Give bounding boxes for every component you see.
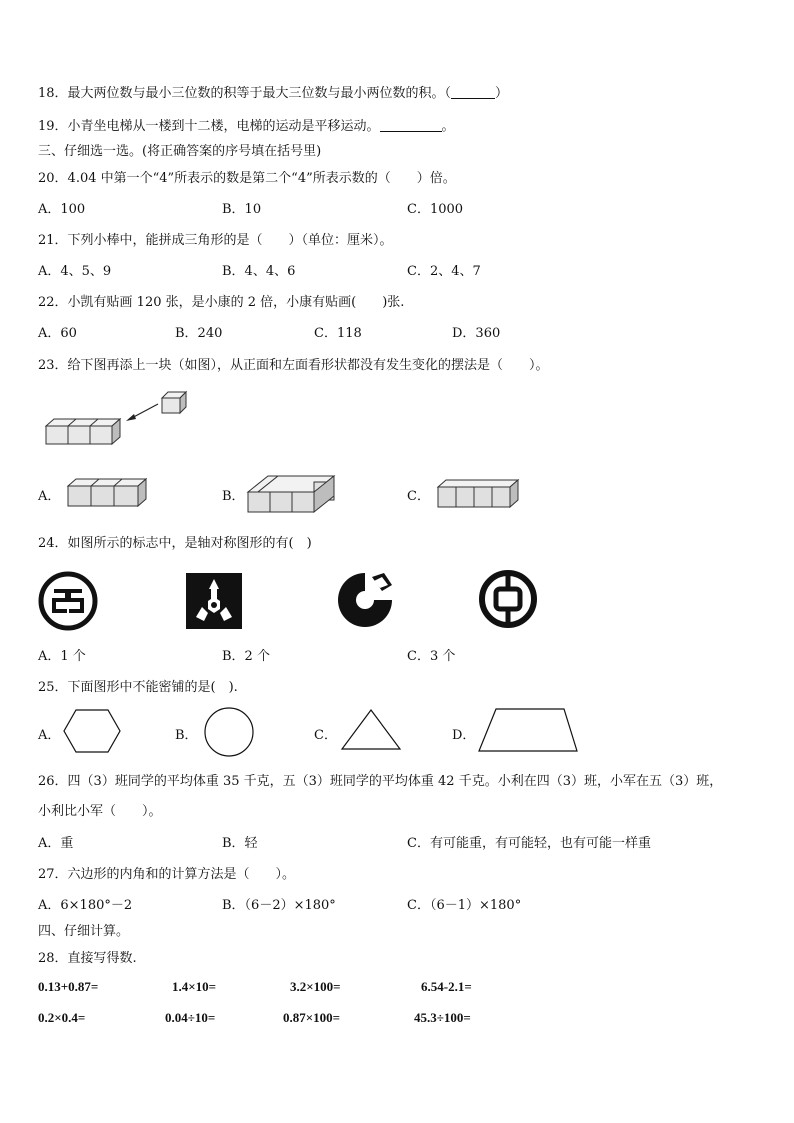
q26-option-a[interactable]: A．重 [38, 836, 74, 851]
q20-option-a[interactable]: A．100 [38, 202, 86, 217]
question-26-stem: 26．四（3）班同学的平均体重 35 千克，五（3）班同学的平均体重 42 千克。小利在四（3）班，小军在五（3）班， [38, 774, 723, 789]
q20-option-c[interactable]: C．1000 [407, 202, 464, 217]
q27-option-c[interactable]: C．（6－1）×180° [407, 898, 522, 913]
q24-option-c[interactable]: C．3 个 [407, 649, 456, 664]
section-3-heading: 三、仔细选一选。(将正确答案的序号填在括号里) [38, 144, 322, 159]
answer-blank-18[interactable] [451, 86, 495, 99]
q23-option-c[interactable]: C． [407, 489, 430, 504]
q23-option-a-cubes [64, 474, 154, 510]
question-24-stem: 24．如图所示的标志中，是轴对称图形的有( ) [38, 536, 312, 551]
question-18: 18．最大两位数与最小三位数的积等于最大三位数与最小两位数的积。（ ） [38, 86, 509, 101]
q21-option-b[interactable]: B．4、4、6 [222, 264, 296, 279]
q23-option-a[interactable]: A． [38, 489, 61, 504]
q27-option-a[interactable]: A．6×180°－2 [38, 898, 133, 913]
question-22-stem: 22．小凯有贴画 120 张，是小康的 2 倍，小康有贴画( )张. [38, 295, 405, 310]
logo-1-icon [38, 571, 98, 631]
q24-option-b[interactable]: B．2 个 [222, 649, 270, 664]
q26-option-b[interactable]: B．轻 [222, 836, 258, 851]
q27-option-b[interactable]: B．（6－2）×180° [222, 898, 336, 913]
section-4-heading: 四、仔细计算。 [38, 924, 130, 939]
question-26-stem-cont: 小利比小军（ ）。 [38, 804, 162, 819]
q25-option-b[interactable]: B． [175, 728, 198, 743]
q23-option-b-cubes [246, 470, 341, 516]
calc-item: 0.87×100= [283, 1010, 341, 1025]
q24-option-a[interactable]: A．1 个 [38, 649, 86, 664]
calc-item: 0.13+0.87= [38, 979, 99, 994]
logo-4-icon [478, 569, 538, 629]
q25-option-a[interactable]: A． [38, 728, 61, 743]
calc-item: 3.2×100= [290, 979, 341, 994]
question-19-text: 19．小青坐电梯从一楼到十二楼，电梯的运动是平移运动。 [38, 119, 380, 134]
circle-shape [202, 706, 256, 758]
question-21-stem: 21．下列小棒中，能拼成三角形的是（ ）（单位：厘米）。 [38, 233, 393, 248]
q26-option-c[interactable]: C．有可能重，有可能轻，也有可能一样重 [407, 836, 651, 851]
q20-option-b[interactable]: B．10 [222, 202, 262, 217]
q25-option-d[interactable]: D． [452, 728, 476, 743]
q23-option-b[interactable]: B． [222, 489, 245, 504]
q23-option-c-cubes [434, 472, 524, 512]
question-18-text: 18．最大两位数与最小三位数的积等于最大三位数与最小两位数的积。（ [38, 86, 452, 101]
question-27-stem: 27．六边形的内角和的计算方法是（ ）。 [38, 867, 296, 882]
question-19: 19．小青坐电梯从一楼到十二楼，电梯的运动是平移运动。 。 [38, 119, 455, 134]
calc-item: 0.2×0.4= [38, 1010, 86, 1025]
q22-option-b[interactable]: B．240 [175, 326, 223, 341]
triangle-shape [340, 708, 402, 752]
q21-option-a[interactable]: A．4、5、9 [38, 264, 112, 279]
logo-2-icon [186, 573, 242, 629]
logo-3-icon [334, 569, 396, 631]
q22-option-c[interactable]: C．118 [314, 326, 362, 341]
calc-item: 1.4×10= [172, 979, 217, 994]
hexagon-shape [62, 708, 122, 754]
question-25-stem: 25．下面图形中不能密铺的是( ). [38, 680, 238, 695]
question-20-stem: 20．4.04 中第一个“4”所表示的数是第二个“4”所表示数的（ ）倍。 [38, 171, 456, 186]
q22-option-a[interactable]: A．60 [38, 326, 77, 341]
trapezoid-shape [476, 706, 580, 754]
answer-blank-19[interactable] [380, 119, 442, 132]
q22-option-d[interactable]: D．360 [452, 326, 501, 341]
q25-option-c[interactable]: C． [314, 728, 337, 743]
calc-item: 0.04÷10= [165, 1010, 216, 1025]
q21-option-c[interactable]: C．2、4、7 [407, 264, 481, 279]
q23-figure-cubes-with-added-block [40, 388, 200, 448]
calc-item: 45.3÷100= [414, 1010, 471, 1025]
calc-item: 6.54-2.1= [421, 979, 472, 994]
question-28-stem: 28．直接写得数. [38, 951, 137, 966]
question-23-stem: 23．给下图再添上一块（如图），从正面和左面看形状都没有发生变化的摆法是（ ）。 [38, 358, 549, 373]
